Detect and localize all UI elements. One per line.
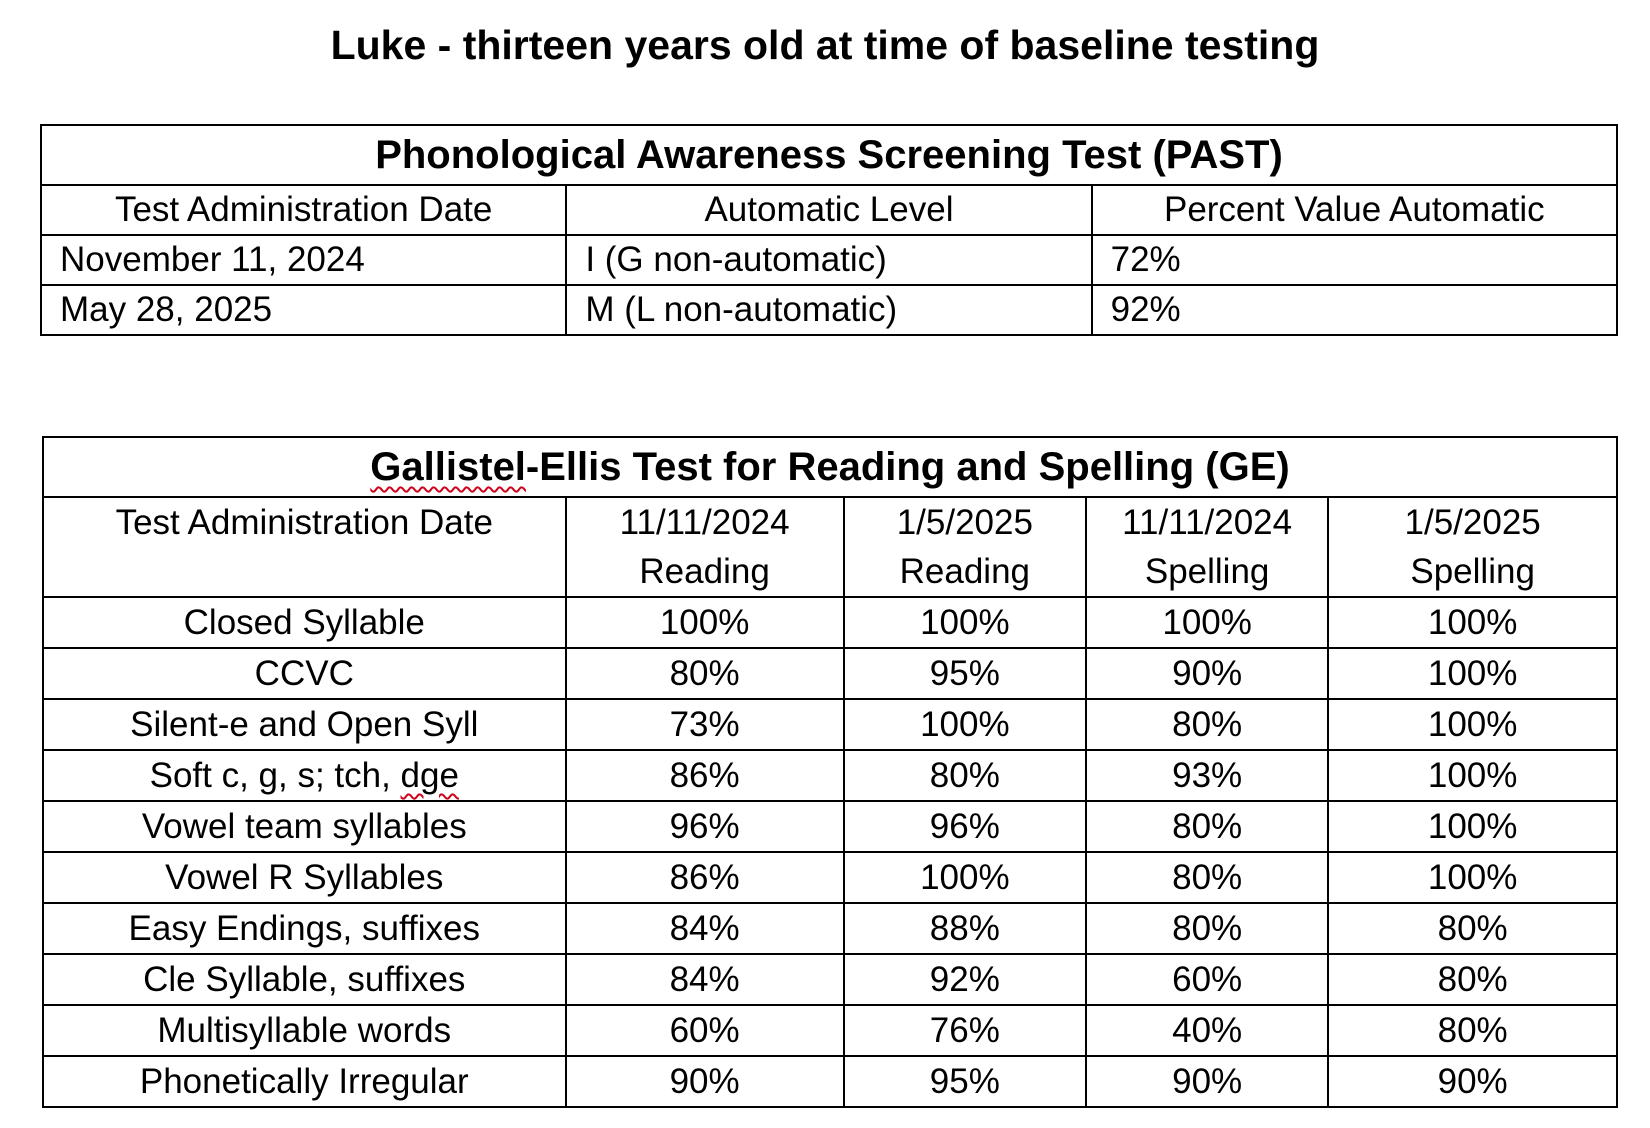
ge-score-cell: 80% (566, 648, 844, 699)
table-row (43, 801, 1617, 852)
past-cell-level: I (G non-automatic) (566, 235, 1091, 285)
ge-score-cell: 80% (1086, 699, 1328, 750)
ge-row-label: Vowel team syllables (43, 801, 566, 852)
table-row (41, 235, 1617, 285)
ge-header-col (1328, 497, 1617, 597)
table-row (43, 1005, 1617, 1056)
past-header-row (41, 185, 1617, 235)
past-header-date: Test Administration Date (41, 185, 566, 235)
ge-score-cell: 96% (566, 801, 844, 852)
ge-score-cell: 80% (1086, 903, 1328, 954)
ge-score-cell: 100% (1086, 597, 1328, 648)
table-row (41, 285, 1617, 335)
table-row (43, 852, 1617, 903)
ge-score-cell: 90% (566, 1056, 844, 1107)
past-cell-percent: 92% (1092, 285, 1617, 335)
ge-score-cell: 96% (844, 801, 1086, 852)
ge-score-cell: 80% (1086, 852, 1328, 903)
ge-score-cell: 86% (566, 750, 844, 801)
ge-score-cell: 80% (1086, 801, 1328, 852)
past-cell-level: M (L non-automatic) (566, 285, 1091, 335)
ge-row-label: Multisyllable words (43, 1005, 566, 1056)
ge-header-col (566, 497, 844, 597)
ge-header-col (1086, 497, 1328, 597)
ge-row-label: Easy Endings, suffixes (43, 903, 566, 954)
ge-header-date (43, 497, 566, 597)
ge-score-cell: 95% (844, 1056, 1086, 1107)
ge-score-cell: 92% (844, 954, 1086, 1005)
ge-score-cell: 100% (844, 597, 1086, 648)
ge-score-cell: 86% (566, 852, 844, 903)
ge-score-cell: 80% (844, 750, 1086, 801)
table-row (43, 597, 1617, 648)
ge-header-row (43, 497, 1617, 597)
ge-score-cell: 100% (1328, 852, 1617, 903)
ge-score-cell: 40% (1086, 1005, 1328, 1056)
ge-header-line2: Spelling (1144, 552, 1270, 591)
ge-score-cell: 80% (1328, 954, 1617, 1005)
spellcheck-underlined-word: dge (400, 756, 459, 795)
ge-score-cell: 80% (1328, 903, 1617, 954)
past-cell-date: May 28, 2025 (41, 285, 566, 335)
ge-score-cell: 100% (1328, 597, 1617, 648)
ge-row-label: CCVC (43, 648, 566, 699)
ge-row-label: Cle Syllable, suffixes (43, 954, 566, 1005)
ge-score-cell: 76% (844, 1005, 1086, 1056)
ge-score-cell: 80% (1328, 1005, 1617, 1056)
ge-table (42, 436, 1618, 1108)
ge-score-cell: 95% (844, 648, 1086, 699)
ge-header-line2: Reading (899, 552, 1031, 591)
ge-score-cell: 100% (1328, 699, 1617, 750)
ge-score-cell: 60% (566, 1005, 844, 1056)
ge-score-cell: 90% (1086, 648, 1328, 699)
page-title: Luke - thirteen years old at time of baseline testing (330, 22, 1320, 68)
table-row (43, 750, 1617, 801)
ge-score-cell: 60% (1086, 954, 1328, 1005)
ge-score-cell: 100% (1328, 648, 1617, 699)
ge-score-cell: 73% (566, 699, 844, 750)
ge-header-line1: 1/5/2025 (1404, 503, 1541, 542)
past-cell-percent: 72% (1092, 235, 1617, 285)
ge-score-cell: 90% (1328, 1056, 1617, 1107)
ge-score-cell: 93% (1086, 750, 1328, 801)
ge-score-cell: 84% (566, 903, 844, 954)
past-table-caption: Phonological Awareness Screening Test (PAST) (41, 125, 1617, 185)
ge-header-line1: 11/11/2024 (619, 503, 790, 542)
ge-header-line2: Reading (639, 552, 770, 591)
ge-header-line1: 11/11/2024 (1122, 503, 1293, 542)
ge-row-label: Vowel R Syllables (43, 852, 566, 903)
table-row (43, 699, 1617, 750)
ge-score-cell: 88% (844, 903, 1086, 954)
ge-row-label: Phonetically Irregular (43, 1056, 566, 1107)
ge-score-cell: 90% (1086, 1056, 1328, 1107)
table-row (43, 903, 1617, 954)
ge-score-cell: 100% (566, 597, 844, 648)
ge-table-caption (43, 437, 1617, 497)
ge-header-line1: Test Administration Date (115, 503, 493, 542)
ge-header-line1: 1/5/2025 (896, 503, 1033, 542)
ge-row-label: Silent-e and Open Syll (43, 699, 566, 750)
ge-table-body (43, 597, 1617, 1107)
past-table (40, 124, 1618, 336)
ge-score-cell: 100% (1328, 750, 1617, 801)
ge-header-col (844, 497, 1086, 597)
table-row (43, 1056, 1617, 1107)
past-cell-date: November 11, 2024 (41, 235, 566, 285)
ge-caption-rest: -Ellis Test for Reading and Spelling (GE) (525, 445, 1290, 489)
table-row (43, 648, 1617, 699)
ge-score-cell: 84% (566, 954, 844, 1005)
ge-row-label-part: Soft c, g, s; tch, (149, 756, 401, 795)
spellcheck-underlined-word: Gallistel (370, 445, 526, 489)
ge-header-line2: Spelling (1410, 552, 1535, 591)
past-header-percent: Percent Value Automatic (1092, 185, 1617, 235)
table-row (43, 954, 1617, 1005)
ge-score-cell: 100% (1328, 801, 1617, 852)
ge-row-label: Closed Syllable (43, 597, 566, 648)
ge-score-cell: 100% (844, 852, 1086, 903)
ge-row-label (43, 750, 566, 801)
ge-score-cell: 100% (844, 699, 1086, 750)
past-header-level: Automatic Level (566, 185, 1091, 235)
